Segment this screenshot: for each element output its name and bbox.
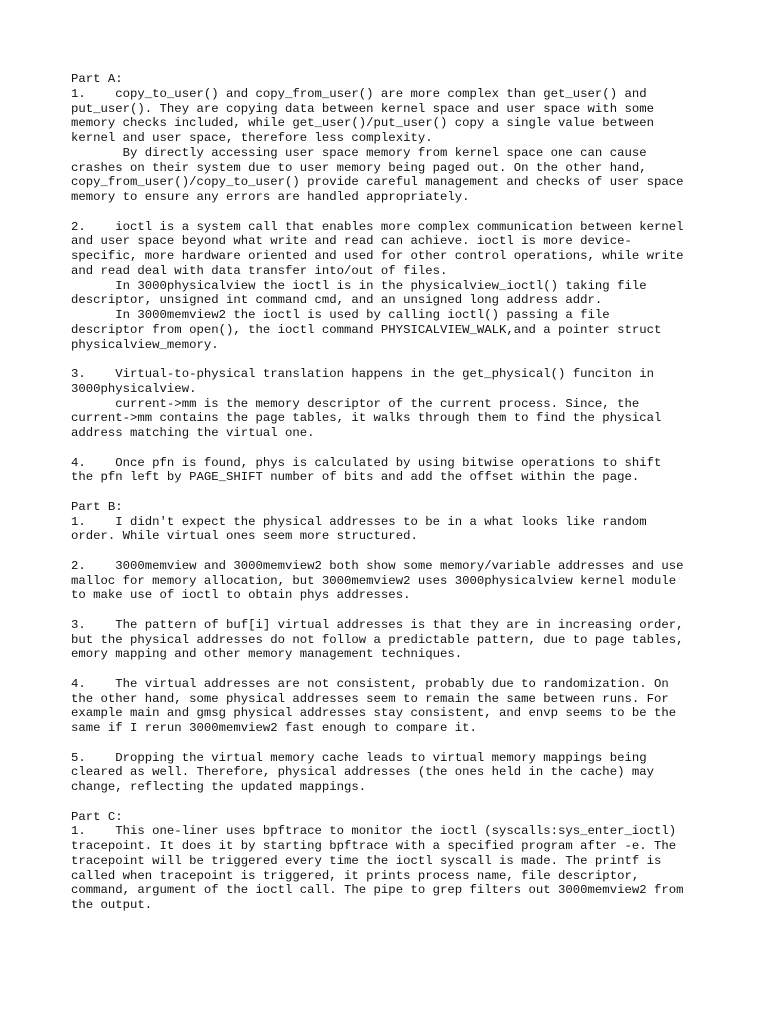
document-line: Part C: [71, 809, 123, 824]
document-line: tracepoint. It does it by starting bpftrace with a specified program after -e. The [71, 839, 677, 853]
document-line: same if I rerun 3000memview2 fast enough to compare it. [71, 721, 477, 735]
document-line: copy_from_user()/copy_to_user() provide careful management and checks of user space [71, 175, 684, 190]
document-line: the output. [71, 898, 153, 912]
document-line: physicalview_memory. [71, 337, 219, 352]
document-line: memory checks included, while get_user()/put_user() copy a single value between [71, 116, 654, 131]
blank-line [71, 736, 711, 751]
document-line: 1. copy_to_user() and copy_from_user() are more complex than get_user() and [71, 86, 647, 101]
document-line: cleared as well. Therefore, physical addresses (the ones held in the cache) may [71, 765, 654, 780]
document-line: 5. Dropping the virtual memory cache leads to virtual memory mappings being [71, 750, 647, 765]
document-line: 1. I didn't expect the physical addresses to be in a what looks like random [71, 514, 647, 529]
document-line: and read deal with data transfer into/out of files. [71, 263, 448, 278]
document-line: the other hand, some physical addresses seem to remain the same between runs. For [71, 691, 669, 706]
document-line: kernel and user space, therefore less complexity. [71, 131, 433, 145]
document-line: 4. The virtual addresses are not consistent, probably due to randomization. On [71, 676, 669, 691]
document-line: In 3000physicalview the ioctl is in the physicalview_ioctl() taking file [71, 278, 647, 293]
document-line: In 3000memview2 the ioctl is used by calling ioctl() passing a file [71, 308, 610, 322]
document-line: Part B: [71, 499, 123, 514]
document-line: and user space beyond what write and read can achieve. ioctl is more device- [71, 234, 632, 249]
document-line: 2. 3000memview and 3000memview2 both show some memory/variable addresses and use [71, 558, 684, 573]
blank-line [71, 795, 711, 810]
document-line: address matching the virtual one. [71, 426, 315, 440]
document-line: tracepoint will be triggered every time the ioctl syscall is made. The printf is [71, 853, 662, 868]
blank-line [71, 485, 711, 500]
document-line: memory to ensure any errors are handled appropriately. [71, 190, 470, 204]
document-line: descriptor from open(), the ioctl command PHYSICALVIEW_WALK,and a pointer struct [71, 322, 662, 337]
document-line: 3000physicalview. [71, 381, 197, 396]
blank-line [71, 441, 711, 456]
document-line: specific, more hardware oriented and used for other control operations, while write [71, 249, 684, 263]
document-line: By directly accessing user space memory from kernel space one can cause [71, 145, 647, 160]
document-line: 2. ioctl is a system call that enables more complex communication between kernel [71, 219, 684, 234]
document-line: called when tracepoint is triggered, it prints process name, file descriptor, [71, 868, 640, 883]
document-line: the pfn left by PAGE_SHIFT number of bits and add the offset within the page. [71, 470, 640, 485]
document-line: change, reflecting the updated mappings. [71, 780, 367, 794]
document-line: order. While virtual ones seem more structured. [71, 529, 418, 544]
document-line: 3. The pattern of buf[i] virtual addresses is that they are in increasing order, [71, 617, 684, 632]
document-line: example main and gmsg physical addresses stay consistent, and envp seems to be the [71, 706, 677, 721]
document-line: Part A: [71, 72, 123, 86]
document-line: crashes on their system due to user memory being paged out. On the other hand, [71, 160, 647, 175]
blank-line [71, 352, 711, 367]
document-line: emory mapping and other memory management techniques. [71, 647, 463, 662]
blank-line [71, 205, 711, 220]
document-line: 4. Once pfn is found, phys is calculated by using bitwise operations to shift [71, 455, 662, 470]
document-line: malloc for memory allocation, but 3000memview2 uses 3000physicalview kernel module [71, 573, 677, 588]
document-line: command, argument of the ioctl call. The pipe to grep filters out 3000memview2 from [71, 883, 684, 898]
document-line: descriptor, unsigned int command cmd, and an unsigned long address addr. [71, 293, 603, 308]
document-line: but the physical addresses do not follow a predictable pattern, due to page tables, [71, 632, 684, 647]
document-line: current->mm is the memory descriptor of the current process. Since, the [71, 396, 640, 411]
document-line: 1. This one-liner uses bpftrace to monitor the ioctl (syscalls:sys_enter_ioctl) [71, 824, 677, 839]
document-line: current->mm contains the page tables, it walks through them to find the physical [71, 411, 662, 426]
blank-line [71, 662, 711, 677]
blank-line [71, 603, 711, 618]
document-line: 3. Virtual-to-physical translation happens in the get_physical() funciton in [71, 367, 654, 381]
document-line: to make use of ioctl to obtain phys addresses. [71, 588, 411, 603]
document-line: put_user(). They are copying data between kernel space and user space with some [71, 101, 654, 116]
blank-line [71, 544, 711, 559]
document-page [71, 72, 711, 913]
